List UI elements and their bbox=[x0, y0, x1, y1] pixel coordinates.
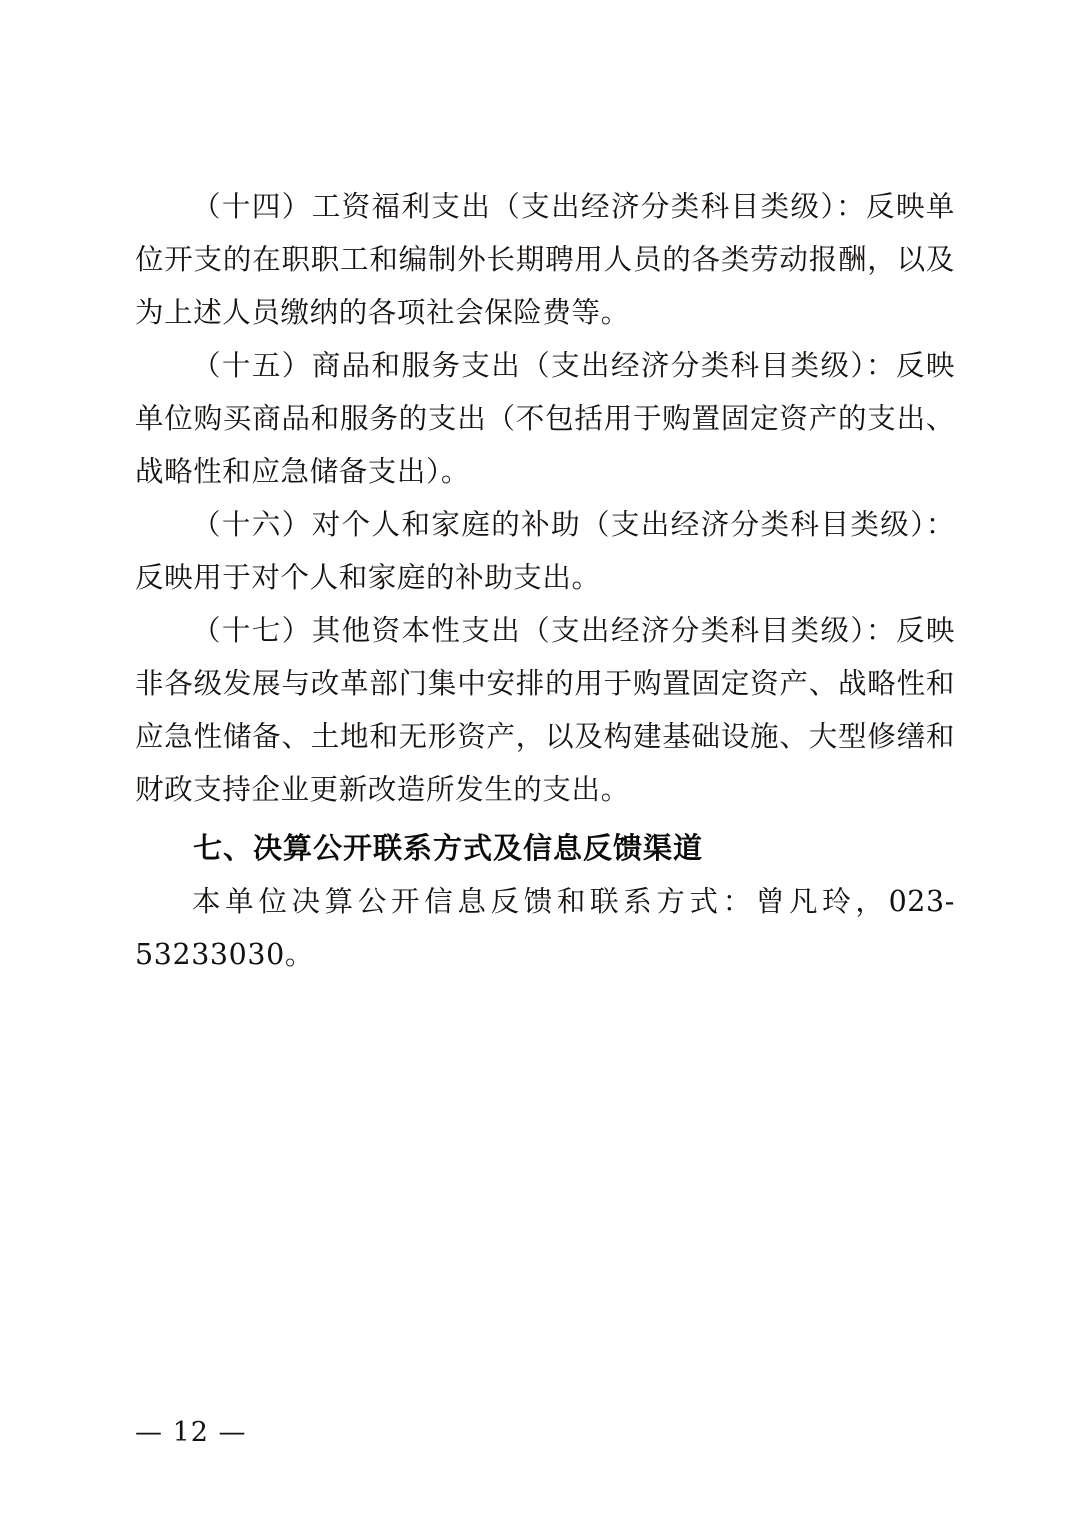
section-heading-seven: 七、决算公开联系方式及信息反馈渠道 bbox=[193, 831, 704, 865]
page-number-footer: — 12 — bbox=[135, 1417, 247, 1448]
paragraph-block-16 bbox=[135, 498, 955, 604]
paragraph-item-14: （十四）工资福利支出（支出经济分类科目类级）：反映单位开支的在职职工和编制外长期聘用人员的各类劳动报酬，以及为上述人员缴纳的各项社会保险费等。 bbox=[135, 190, 955, 329]
paragraph-block-15 bbox=[135, 339, 955, 498]
paragraph-item-16: （十六）对个人和家庭的补助（支出经济分类科目类级）：反映用于对个人和家庭的补助支出。 bbox=[135, 508, 955, 594]
paragraph-block-14 bbox=[135, 180, 955, 339]
paragraph-block-17 bbox=[135, 604, 955, 816]
page-whitespace bbox=[135, 981, 955, 1441]
paragraph-item-15: （十五）商品和服务支出（支出经济分类科目类级）：反映单位购买商品和服务的支出（不包括用于购置固定资产的支出、战略性和应急储备支出）。 bbox=[135, 349, 955, 488]
paragraph-item-17: （十七）其他资本性支出（支出经济分类科目类级）：反映非各级发展与改革部门集中安排的用于购置固定资产、战略性和应急性储备、土地和无形资产，以及构建基础设施、大型修缮和财政支持企业更新改造所发生的支出。 bbox=[135, 614, 955, 806]
contact-paragraph: 本单位决算公开信息反馈和联系方式：曾凡玲，023-53233030。 bbox=[135, 885, 955, 971]
